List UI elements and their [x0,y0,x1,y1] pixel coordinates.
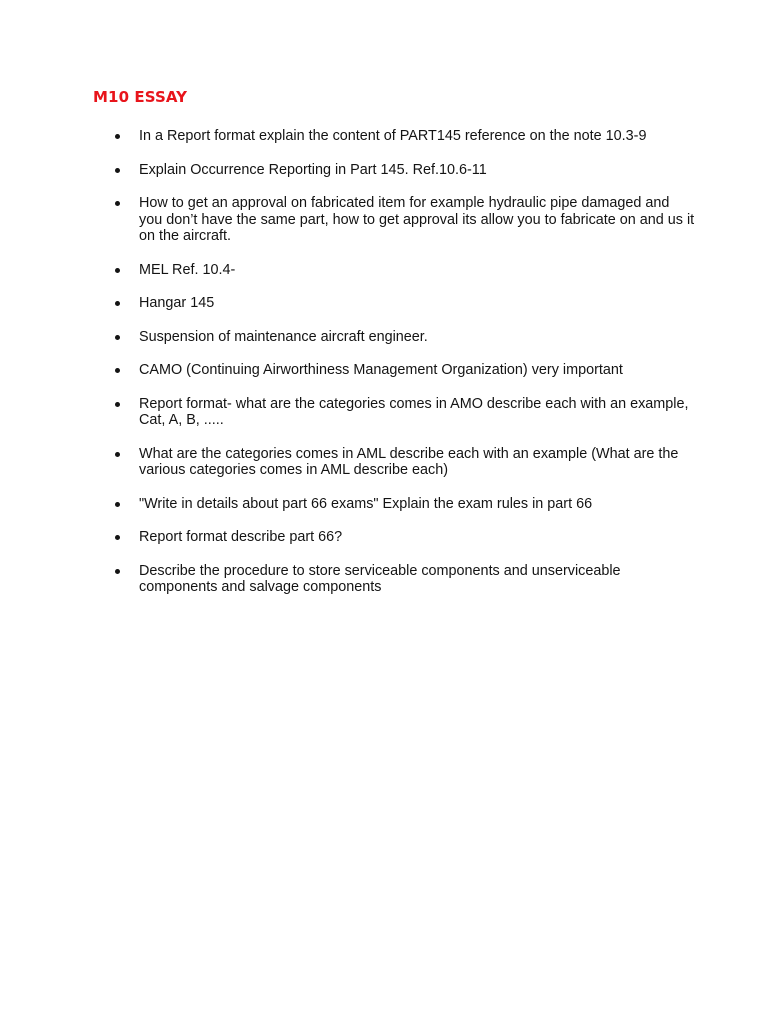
list-item-text: Describe the procedure to store serviceable components and unserviceable components and salvage components [139,562,621,595]
bullet-icon [115,301,120,306]
list-item [115,496,695,513]
bullet-icon [115,168,120,173]
bullet-icon [115,134,120,139]
list-item-text: MEL Ref. 10.4- [139,261,236,278]
list-item [115,162,695,179]
list-item-text: "Write in details about part 66 exams" Explain the exam rules in part 66 [139,495,593,512]
bullet-icon [115,402,120,407]
list-item [115,295,695,312]
bullet-icon [115,569,120,574]
list-item [115,396,695,429]
list-item-text: Suspension of maintenance aircraft engineer. [139,328,428,345]
list-item [115,362,695,379]
document-title: M10 ESSAY [93,88,188,106]
list-item [115,128,695,145]
list-item-text: How to get an approval on fabricated item for example hydraulic pipe damaged and you don’t have the same part, how to get approval its allow you to fabricate on and us it on the aircraft. [139,195,695,244]
list-item-text: CAMO (Continuing Airworthiness Management Organization) very important [139,362,623,378]
list-item [115,195,695,245]
bullet-icon [115,201,120,206]
bullet-icon [115,335,120,340]
list-item [115,563,695,596]
essay-question-list [115,128,695,613]
list-item-text: In a Report format explain the content of PART145 reference on the note 10.3-9 [139,128,647,144]
list-item [115,446,695,479]
bullet-icon [115,268,120,273]
list-item [115,262,695,279]
list-item-text: Report format describe part 66? [139,529,343,545]
bullet-icon [115,368,120,373]
bullet-icon [115,502,120,507]
bullet-icon [115,452,120,457]
list-item-text: Hangar 145 [139,295,215,311]
bullet-icon [115,535,120,540]
list-item-text: Report format- what are the categories comes in AMO describe each with an example, Cat, A, B, ..... [139,395,689,428]
list-item [115,529,695,546]
list-item [115,329,695,346]
list-item-text: What are the categories comes in AML describe each with an example (What are the various categories comes in AML describe each) [139,445,679,478]
list-item-text: Explain Occurrence Reporting in Part 145. Ref.10.6-11 [139,161,487,178]
